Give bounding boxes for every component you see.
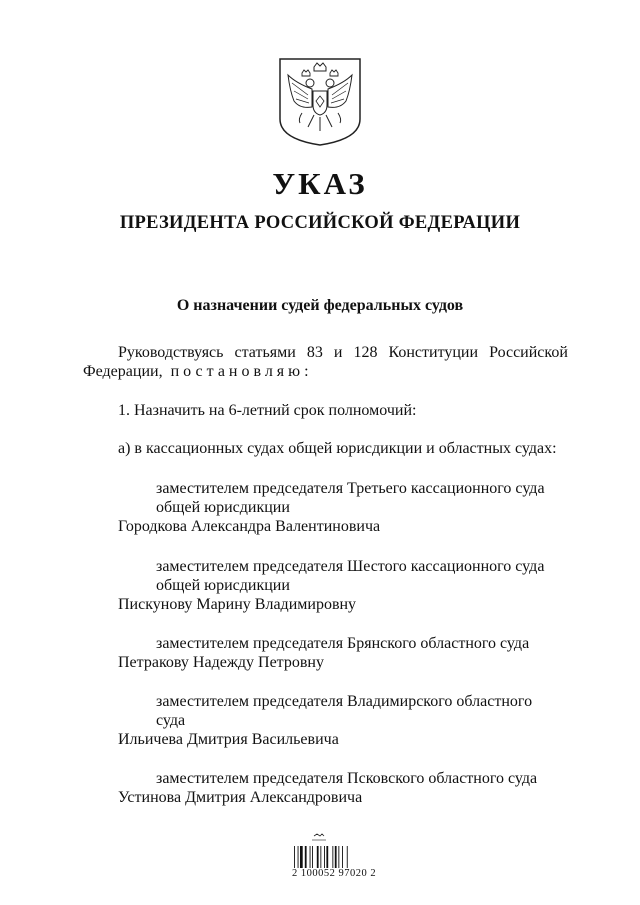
appointment-position: общей юрисдикции: [156, 577, 290, 594]
barcode-bar: [324, 846, 325, 868]
preamble-word: Руководствуясь: [118, 344, 224, 361]
appointee-name: Петракову Надежду Петровну: [118, 654, 324, 671]
appointment-position: заместителем председателя Шестого кассационного суда: [156, 558, 545, 575]
barcode-bar: [317, 846, 319, 868]
barcode-bar: [335, 846, 337, 868]
barcode-bar: [326, 846, 328, 868]
barcode-bar: [298, 846, 299, 868]
appointment-position: заместителем председателя Брянского областного суда: [156, 635, 530, 652]
appointment-position: заместителем председателя Владимирского областного: [156, 693, 533, 710]
decree-heading: О назначении судей федеральных судов: [176, 297, 464, 314]
appointment-position: заместителем председателя Псковского областного суда: [156, 770, 538, 787]
preamble-word: 128: [353, 344, 378, 361]
preamble-word: Российской: [489, 344, 568, 361]
barcode-bar: [342, 846, 343, 868]
barcode-bar: [338, 846, 339, 868]
barcode-number: 2 100052 97020 2: [292, 868, 377, 879]
preamble-line-2: [83, 362, 313, 382]
document-title: УКАЗ: [272, 166, 368, 201]
appointment-position: суда: [156, 712, 186, 729]
preamble-line-2-start: Федерации,: [83, 363, 163, 380]
preamble-word: статьями: [234, 344, 296, 361]
barcode-icon: [292, 832, 372, 892]
preamble-word: Конституции: [388, 344, 479, 361]
barcode-bar: [310, 846, 311, 868]
barcode-bar: [320, 846, 321, 868]
appointee-name: Пискунову Марину Владимировну: [118, 596, 357, 613]
barcode-bar: [305, 846, 307, 868]
barcode-bar: [300, 846, 303, 868]
appointment-position: общей юрисдикции: [156, 499, 290, 516]
barcode-bar: [312, 846, 313, 868]
item-1: 1. Назначить на 6-летний срок полномочий:: [118, 402, 417, 419]
appointee-name: Ильичева Дмитрия Васильевича: [118, 731, 339, 748]
document-subtitle: ПРЕЗИДЕНТА РОССИЙСКОЙ ФЕДЕРАЦИИ: [119, 213, 521, 233]
barcode-bar: [332, 846, 333, 868]
preamble-resolve-word: постановляю:: [170, 363, 313, 380]
preamble-word: 83: [306, 344, 323, 361]
appointment-position: заместителем председателя Третьего кассационного суда: [156, 480, 545, 497]
appointee-name: Городкова Александра Валентиновича: [118, 518, 381, 535]
coat-of-arms-icon: [278, 57, 362, 147]
barcode-bar: [294, 846, 295, 868]
item-a: а) в кассационных судах общей юрисдикции и областных судах:: [118, 440, 557, 457]
barcode-bar: [347, 846, 348, 868]
preamble-word: и: [333, 344, 343, 361]
appointee-name: Устинова Дмитрия Александровича: [118, 789, 363, 806]
preamble-line-1: [118, 344, 568, 362]
